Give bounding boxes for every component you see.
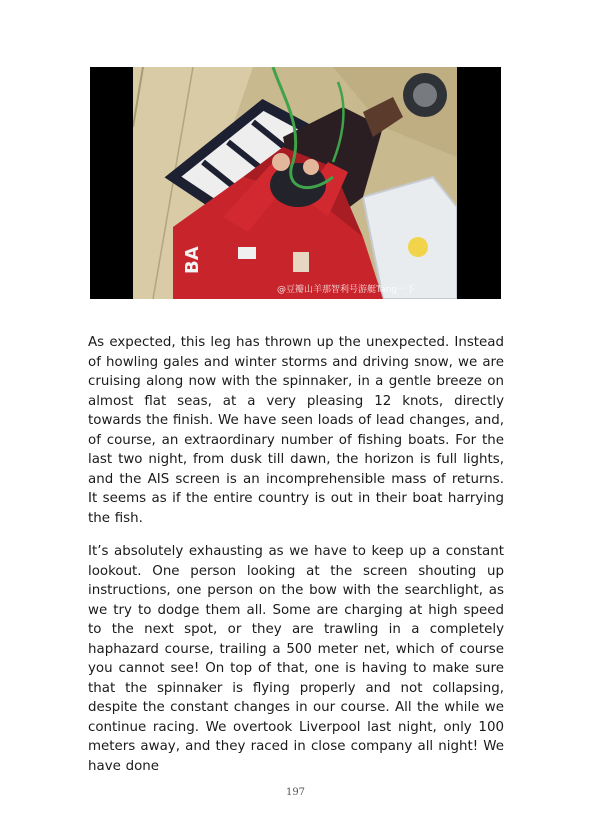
body-paragraph: As expected, this leg has thrown up the unexpected. Instead of howling gales and winter storms and driving snow, we are cruising along now with the spinnaker, in a gentle breeze on almost flat seas, at a very pleasing 12 knots, directly towards the finish. We have seen loads of lead changes, and, of course, an extraordinary number of fishing boats. For the last two night, from dusk till dawn, the horizon is full lights, and the AIS screen is an incomprehensible mass of returns. It seems as if the entire country is out in their boat harrying the fish. bbox=[88, 335, 504, 526]
body-paragraph: It’s absolutely exhausting as we have to keep up a constant lookout. One person looking at the screen shouting up instructions, one person on the bow with the searchlight, as we try to dodge them all. Some are charging at high speed to the next spot, or they are trawling in a completely haphazard course, trailing a 500 meter net, which of course you cannot see! On top of that, one is having to make sure that the spinnaker is flying properly and not collapsing, despite the constant changes in our course. All the while we continue racing. We overtook Liverpool last night, only 100 meters away, and they raced in close company all night! We have done bbox=[88, 544, 504, 774]
page-number: 197 bbox=[285, 787, 306, 798]
svg-text:BA: BA bbox=[182, 246, 203, 274]
photo-frame bbox=[90, 67, 501, 299]
photo-watermark: @豆瓣山羊那智利号游艇Tang一下 bbox=[277, 285, 415, 295]
crew-on-deck-photo bbox=[133, 67, 457, 299]
